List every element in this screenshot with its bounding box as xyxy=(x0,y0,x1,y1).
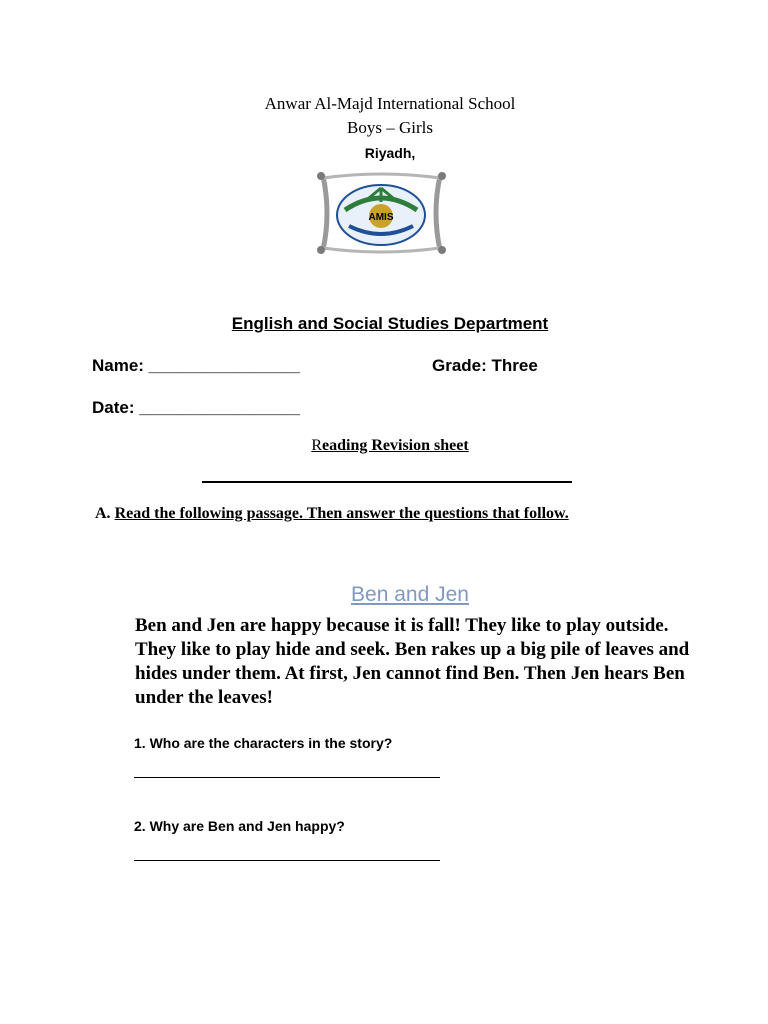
sheet-title xyxy=(0,437,768,455)
date-field: Date: _________________ xyxy=(92,398,300,417)
answer-line-1 xyxy=(134,777,440,778)
name-field: Name: ________________ xyxy=(92,356,300,375)
school-logo-icon xyxy=(309,168,454,258)
divider-line xyxy=(202,481,572,483)
instruction-label: A. xyxy=(95,505,111,522)
question-1: 1. Who are the characters in the story? xyxy=(134,735,393,751)
story-title: Ben and Jen xyxy=(351,583,469,606)
story-passage: Ben and Jen are happy because it is fall! They like to play outside. They like to play hide and seek. Ben rakes up a big pile of leaves and hides under them. At first, Jen cannot find Ben. Then Jen hears Ben under the leaves! xyxy=(135,615,690,708)
instruction-text: Read the following passage. Then answer the questions that follow. xyxy=(114,505,569,522)
department-title: English and Social Studies Department xyxy=(231,314,549,333)
school-name: Anwar Al-Majd International School xyxy=(264,94,516,113)
grade-field: Grade: Three xyxy=(432,356,538,375)
instruction xyxy=(95,505,569,523)
school-logo xyxy=(309,168,454,258)
sheet-title-rest: eading Revision sheet xyxy=(322,437,469,454)
sheet-title-initial: R xyxy=(311,437,322,454)
school-subtitle: Boys – Girls xyxy=(347,118,433,137)
question-2: 2. Why are Ben and Jen happy? xyxy=(134,818,345,834)
answer-line-2 xyxy=(134,860,440,861)
school-city: Riyadh, xyxy=(364,145,416,161)
logo-text: AMIS xyxy=(368,212,394,223)
